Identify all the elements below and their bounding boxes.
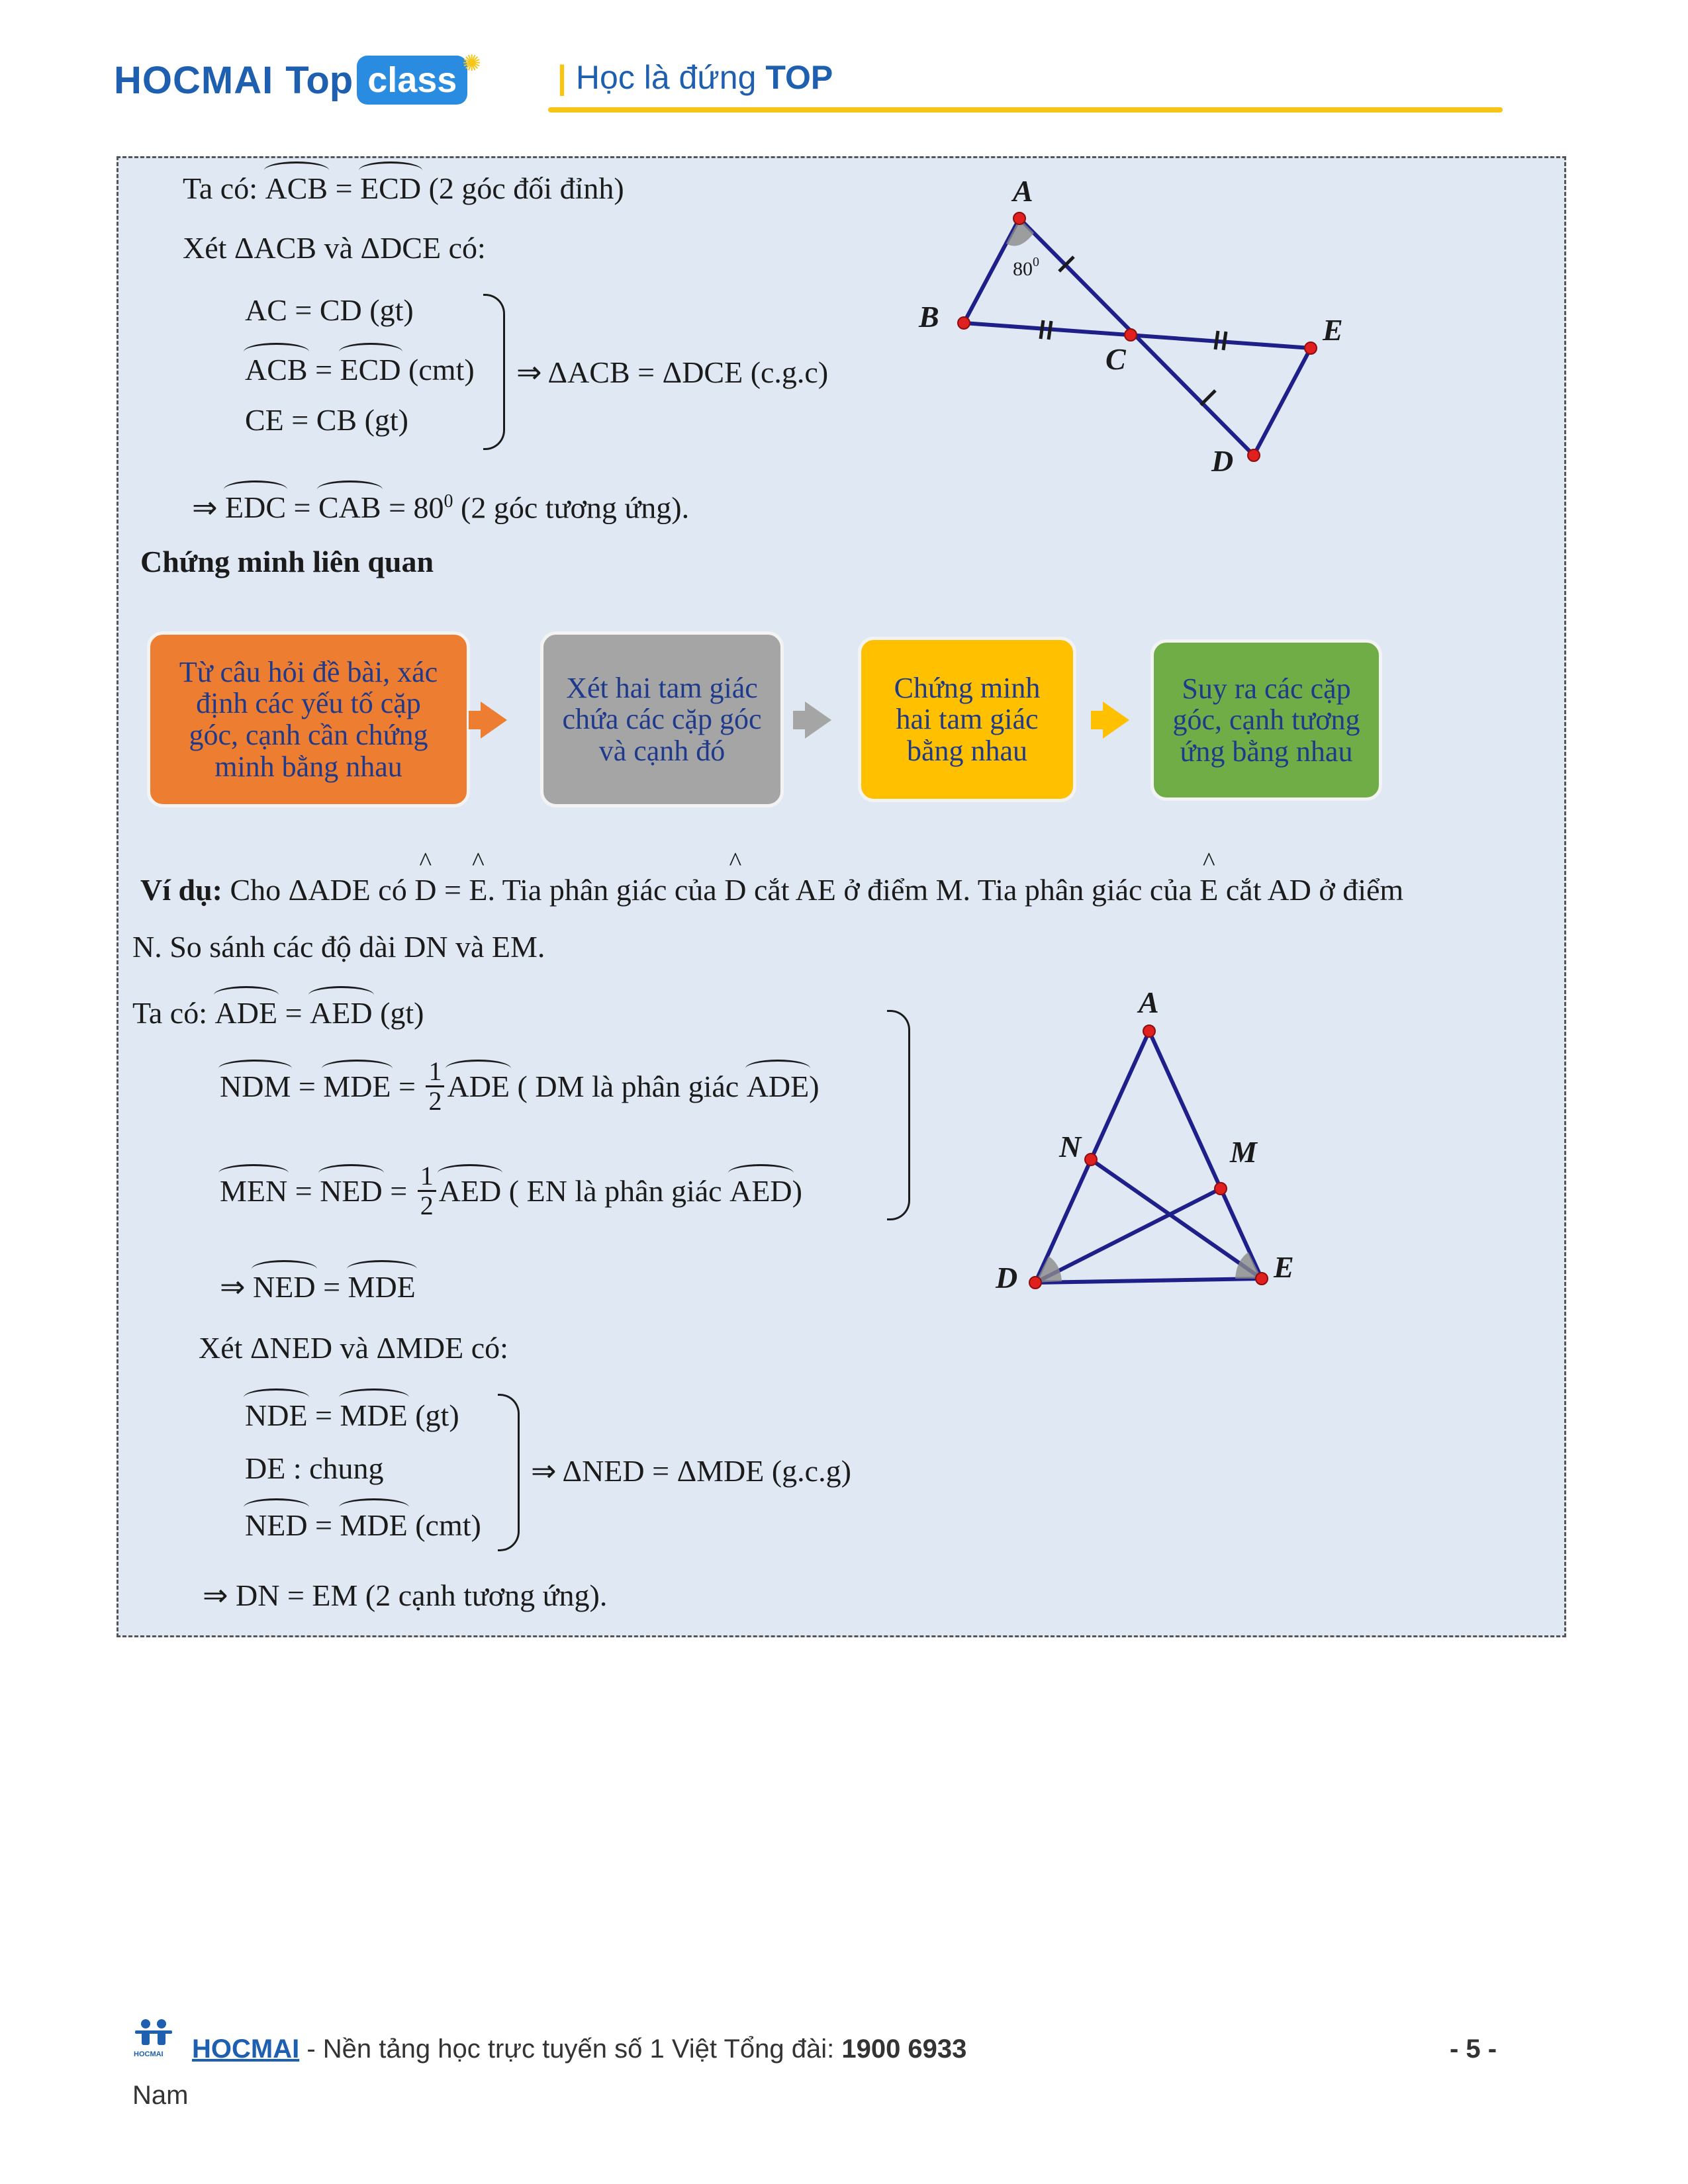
angle-nde: NDE <box>245 1398 308 1432</box>
tagline <box>557 58 833 97</box>
p1-sys1: AC = CD (gt) <box>245 293 414 327</box>
example-label: Ví dụ: <box>140 873 222 907</box>
point-e <box>1256 1273 1268 1285</box>
p1-line2: Xét ΔACB và ΔDCE có: <box>183 231 486 265</box>
tick <box>1041 320 1043 339</box>
angle-ade: ADE <box>214 996 278 1030</box>
flow-step-1 <box>147 631 470 807</box>
p2-sys2: DE : chung <box>245 1451 384 1485</box>
point-m <box>1215 1183 1227 1195</box>
angle-ned: NED <box>320 1173 383 1208</box>
figure-2 <box>980 986 1350 1304</box>
example-line1 <box>140 875 1403 905</box>
angle-value: $80^0$ <box>1013 255 1039 280</box>
p1-sys3: CE = CB (gt) <box>245 403 409 437</box>
angle-cab: CAB <box>318 490 381 525</box>
p2-sys3 <box>245 1510 481 1541</box>
arrow-icon <box>805 702 831 739</box>
text: ( DM là phân giác <box>510 1069 747 1103</box>
label-n: N <box>1059 1130 1082 1163</box>
angle-ade: ADE <box>447 1069 510 1103</box>
hotline: 1900 6933 <box>841 2034 967 2064</box>
angle-aed: AED <box>438 1173 502 1208</box>
p2-sys1 <box>245 1400 459 1431</box>
text: cắt AE ở điểm M. Tia phân giác của <box>746 873 1200 907</box>
flow-step-line: Từ câu hỏi đề bài, xác <box>179 655 438 688</box>
p2-conclusion: ⇒ DN = EM (2 cạnh tương ứng). <box>203 1578 608 1612</box>
flow-step-line: ứng bằng nhau <box>1180 735 1353 768</box>
sun-icon: ✺ <box>462 52 481 76</box>
flow-step-text <box>562 672 761 767</box>
page-number: - 5 - <box>1450 2034 1497 2064</box>
flow-step-2 <box>540 631 784 807</box>
point-d <box>1248 449 1260 461</box>
p2-line2 <box>220 1058 820 1115</box>
segment-ed <box>1254 348 1311 455</box>
label-b: B <box>919 300 939 334</box>
arrow-icon <box>1103 702 1129 739</box>
header-underline <box>548 107 1503 113</box>
label-d: D <box>996 1261 1018 1295</box>
segment-dm <box>1035 1189 1221 1283</box>
logo-class: class <box>357 56 467 105</box>
degree: 0 <box>444 491 453 512</box>
angle-acb: ACB <box>245 353 308 387</box>
segment-de <box>1035 1279 1262 1283</box>
figure-1 <box>914 169 1377 487</box>
label-m: M <box>1230 1135 1257 1169</box>
flow-step-3 <box>858 637 1076 802</box>
angle-ecd: ECD <box>360 171 422 205</box>
flow-step-text <box>1173 673 1360 768</box>
flow-step-line: hai tam giác <box>896 703 1039 736</box>
p1-sys-result: ⇒ ΔACB = ΔDCE (c.g.c) <box>516 355 829 389</box>
brace-1 <box>483 294 505 450</box>
tagline-text: Học là đứng <box>575 59 766 96</box>
p1-line1 <box>183 173 624 204</box>
text: = <box>315 1270 348 1304</box>
flow-step-line: góc, cạnh tương <box>1172 704 1360 737</box>
p2-sys-result: ⇒ ΔNED = ΔMDE (g.c.g) <box>531 1454 851 1488</box>
point-c <box>1125 329 1137 341</box>
label-e: E <box>1323 313 1343 347</box>
text: ( EN là phân giác <box>501 1173 730 1208</box>
brand-logo <box>114 52 481 105</box>
angle-mde: MDE <box>340 1508 408 1542</box>
text: Cho ΔADE có <box>222 873 415 907</box>
flow-step-line: Xét hai tam giác <box>566 671 758 704</box>
text: = <box>436 873 469 907</box>
label-d: D <box>1211 444 1234 478</box>
text: = <box>328 171 361 205</box>
angle-d: ^ D <box>724 875 746 905</box>
p2-line4 <box>220 1272 416 1302</box>
numerator: 1 <box>418 1162 436 1192</box>
arrow-icon <box>481 702 507 739</box>
flow-step-text <box>179 657 438 782</box>
angle-ade: ADE <box>746 1069 810 1103</box>
text: ) <box>809 1069 820 1103</box>
angle-mde: MDE <box>340 1398 408 1432</box>
angle-aed: AED <box>729 1173 792 1208</box>
numerator: 1 <box>426 1058 444 1087</box>
angle-men: MEN <box>220 1173 288 1208</box>
text: = <box>287 1173 320 1208</box>
flow-step-line: bằng nhau <box>906 734 1028 767</box>
text: = <box>382 1173 415 1208</box>
text: (2 góc tương ứng). <box>453 490 690 525</box>
tick <box>1215 331 1218 349</box>
text: . Tia phân giác của <box>487 873 725 907</box>
brace-3 <box>498 1394 520 1551</box>
text: = <box>286 490 318 525</box>
label-c: C <box>1105 342 1126 376</box>
segment-ab <box>964 218 1019 323</box>
angle-aed: AED <box>310 996 373 1030</box>
text: - Nền tảng học trực tuyến số 1 Việt <box>299 2034 724 2064</box>
arrow-icon-tail <box>793 711 809 729</box>
flow-step-line: Suy ra các cặp <box>1182 672 1351 705</box>
text: = <box>277 996 310 1030</box>
text: ) <box>792 1173 802 1208</box>
point-n <box>1085 1154 1097 1165</box>
point-d <box>1029 1277 1041 1289</box>
text: (gt) <box>407 1398 459 1432</box>
point-a <box>1013 212 1025 224</box>
angle-edc: EDC <box>225 490 287 525</box>
brace-2 <box>887 1010 910 1220</box>
point-e <box>1305 342 1317 354</box>
flow-step-line: định các yếu tố cặp <box>196 687 421 720</box>
flow-step-4 <box>1150 639 1382 801</box>
label-a: A <box>1139 986 1159 1019</box>
text: (cmt) <box>400 353 475 387</box>
small-logo-text: HOCMAI <box>134 2050 164 2058</box>
point-b <box>958 317 970 329</box>
footer-line1 <box>192 2034 966 2064</box>
text: = <box>291 1069 324 1103</box>
text: cắt AD ở điểm <box>1218 873 1404 907</box>
hocmai-small-logo <box>132 2017 175 2061</box>
logo-top: Top <box>285 58 353 102</box>
fraction-half <box>418 1162 436 1220</box>
angle-ned: NED <box>253 1270 316 1304</box>
label-e: E <box>1274 1250 1294 1284</box>
text: ⇒ <box>220 1270 254 1304</box>
angle-e: ^ E <box>1199 875 1218 905</box>
text: Ta có: <box>183 171 265 205</box>
text: ⇒ <box>192 490 226 525</box>
text: Tổng đài: <box>724 2034 842 2064</box>
arrow-icon-tail <box>1091 711 1107 729</box>
angle-acb: ACB <box>265 171 328 205</box>
angle-ned: NED <box>245 1508 308 1542</box>
text: = <box>307 1398 340 1432</box>
flow-step-text <box>894 672 1041 767</box>
text: = <box>307 353 340 387</box>
angle-ecd: ECD <box>340 353 401 387</box>
p2-line5: Xét ΔNED và ΔMDE có: <box>199 1331 508 1365</box>
denominator: 2 <box>428 1086 442 1116</box>
flow-step-line: góc, cạnh cần chứng <box>189 719 428 751</box>
text: (cmt) <box>407 1508 481 1542</box>
flow-step-line: và cạnh đó <box>598 734 726 767</box>
footer-brand-link[interactable]: HOCMAI <box>192 2034 300 2064</box>
footer-line2: Nam <box>132 2081 189 2110</box>
logo-hocmai: HOCMAI <box>114 58 274 102</box>
angle-e: ^ E <box>469 875 487 905</box>
text: (gt) <box>372 996 424 1030</box>
p2-line3 <box>220 1162 802 1220</box>
section-title: Chứng minh liên quan <box>140 545 434 578</box>
tagline-bold: TOP <box>765 59 833 96</box>
flow-step-line: minh bằng nhau <box>214 750 402 783</box>
angle-mde: MDE <box>323 1069 391 1103</box>
tick <box>1223 332 1226 350</box>
text: = <box>307 1508 340 1542</box>
angle-ndm: NDM <box>220 1069 291 1103</box>
tagline-separator: | <box>557 59 567 96</box>
text: (2 góc đối đỉnh) <box>421 171 624 205</box>
text: Ta có: <box>132 996 215 1030</box>
p1-sys2 <box>245 355 475 385</box>
point-a <box>1143 1025 1155 1037</box>
text: = 80 <box>381 490 444 525</box>
tick <box>1201 390 1215 405</box>
p2-line1 <box>132 998 424 1028</box>
tick <box>1049 321 1051 340</box>
angle-d: ^ D <box>414 875 436 905</box>
arrow-icon-tail <box>469 711 485 729</box>
angle-mde: MDE <box>348 1270 416 1304</box>
example-line2: N. So sánh các độ dài DN và EM. <box>132 930 545 964</box>
flow-step-line: Chứng minh <box>894 671 1041 704</box>
p1-conclusion <box>192 492 689 523</box>
denominator: 2 <box>420 1191 434 1220</box>
flow-step-line: chứa các cặp góc <box>562 703 762 736</box>
fraction-half <box>426 1058 444 1115</box>
label-a: A <box>1013 174 1033 208</box>
text: = <box>391 1069 424 1103</box>
